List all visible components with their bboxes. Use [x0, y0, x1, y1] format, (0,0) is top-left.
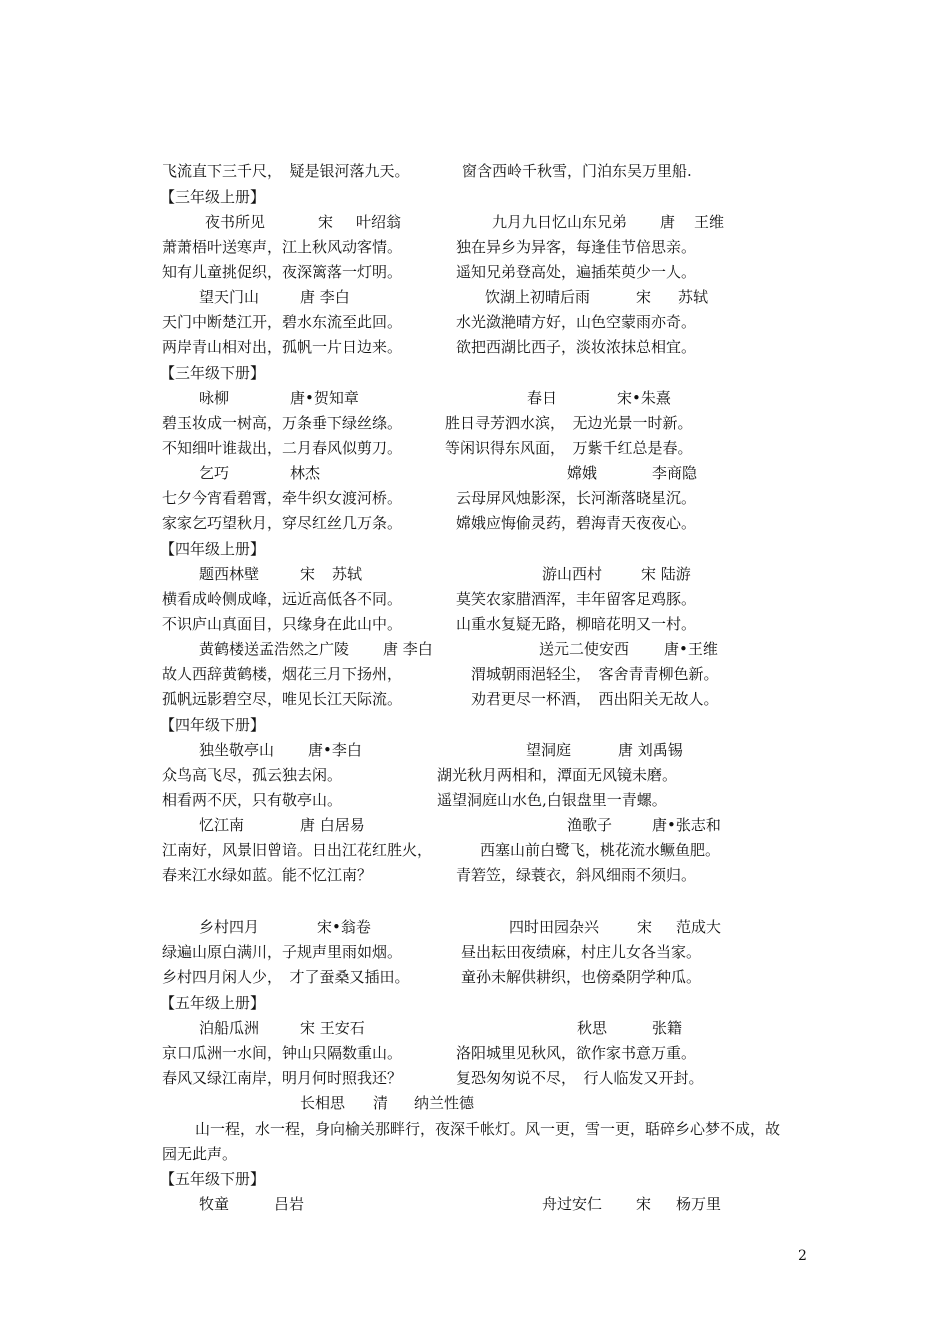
text-line: [0, 712, 950, 738]
text-segment: 唐•王维: [664, 640, 718, 658]
text-segment: 乡村四月: [199, 918, 260, 936]
text-segment: 山重水复疑无路，柳暗花明又一村。: [456, 615, 697, 633]
text-segment: 【三年级上册】: [160, 188, 266, 206]
text-segment: 唐 李白: [383, 640, 433, 658]
text-segment: 唐 白居易: [300, 816, 365, 834]
text-segment: 牧童: [199, 1195, 230, 1213]
text-segment: 题西林壁: [199, 565, 260, 583]
text-segment: 欲把西湖比西子，淡妆浓抹总相宜。: [456, 338, 697, 356]
text-segment: 春来江水绿如蓝。能不忆江南？: [162, 866, 373, 884]
text-segment: 劝君更尽一杯酒， 西出阳关无故人。: [471, 690, 719, 708]
text-line: [0, 1015, 950, 1041]
text-segment: 园无此声。: [162, 1145, 238, 1163]
text-segment: 纳兰性德: [414, 1094, 475, 1112]
text-segment: 舟过安仁: [542, 1195, 603, 1213]
text-line: [0, 611, 950, 637]
text-segment: 张籍: [652, 1019, 683, 1037]
text-segment: 渭城朝雨浥轻尘， 客舍青青柳色新。: [471, 665, 719, 683]
text-segment: 宋: [318, 213, 334, 231]
text-line: [0, 990, 950, 1016]
text-segment: 九月九日忆山东兄弟: [492, 213, 628, 231]
text-line: [0, 485, 950, 511]
text-segment: 唐•贺知章: [290, 389, 359, 407]
text-segment: 乡村四月闲人少， 才了蚕桑又插田。: [162, 968, 410, 986]
text-segment: 黄鹤楼送孟浩然之广陵: [199, 640, 350, 658]
text-segment: 春日: [527, 389, 558, 407]
text-segment: 水光潋滟晴方好，山色空蒙雨亦奇。: [456, 313, 697, 331]
text-line: [0, 812, 950, 838]
text-segment: 宋: [300, 565, 316, 583]
text-segment: 泊船瓜洲: [199, 1019, 260, 1037]
text-segment: 嫦娥应悔偷灵药，碧海青天夜夜心。: [456, 514, 697, 532]
text-segment: 忆江南: [199, 816, 245, 834]
text-segment: 苏轼: [678, 288, 709, 306]
text-segment: 青箬笠，绿蓑衣，斜风细雨不须归。: [456, 866, 697, 884]
text-segment: 宋: [636, 288, 652, 306]
text-segment: 胜日寻芳泗水滨， 无边光景一时新。: [445, 414, 693, 432]
text-line: [0, 536, 950, 562]
text-segment: 独在异乡为异客，每逢佳节倍思亲。: [456, 238, 697, 256]
text-line: [0, 787, 950, 813]
text-segment: 莫笑农家腊酒浑，丰年留客足鸡豚。: [456, 590, 697, 608]
text-line: [0, 184, 950, 210]
text-segment: 不知细叶谁裁出，二月春风似剪刀。: [162, 439, 403, 457]
text-line: [0, 410, 950, 436]
text-segment: 唐: [660, 213, 676, 231]
text-segment: 游山西村: [542, 565, 603, 583]
text-line: [0, 939, 950, 965]
text-line: [0, 284, 950, 310]
text-line: [0, 360, 950, 386]
text-segment: 湖光秋月两相和，潭面无风镜未磨。: [437, 766, 678, 784]
text-segment: 宋 陆游: [641, 565, 691, 583]
text-segment: 【四年级上册】: [160, 540, 266, 558]
text-segment: 飞流直下三千尺， 疑是银河落九天。: [162, 162, 410, 180]
text-segment: 童孙未解供耕织，也傍桑阴学种瓜。: [461, 968, 702, 986]
text-line: [0, 259, 950, 285]
text-segment: 饮湖上初晴后雨: [485, 288, 591, 306]
text-segment: 众鸟高飞尽，孤云独去闲。: [162, 766, 343, 784]
text-segment: 李商隐: [652, 464, 698, 482]
text-line: [0, 1090, 950, 1116]
text-segment: 唐•张志和: [652, 816, 721, 834]
text-segment: 吕岩: [274, 1195, 305, 1213]
text-segment: 春风又绿江南岸，明月何时照我还？: [162, 1069, 403, 1087]
text-segment: 洛阳城里见秋风，欲作家书意万重。: [456, 1044, 697, 1062]
text-segment: 遥知兄弟登高处，遍插茱萸少一人。: [456, 263, 697, 281]
text-line: [0, 686, 950, 712]
text-line: [0, 862, 950, 888]
text-line: [0, 636, 950, 662]
text-line: [0, 385, 950, 411]
text-segment: 宋•朱熹: [617, 389, 671, 407]
text-line: [0, 737, 950, 763]
text-segment: 七夕今宵看碧霄，牵牛织女渡河桥。: [162, 489, 403, 507]
text-line: [0, 435, 950, 461]
text-line: [0, 234, 950, 260]
text-segment: 相看两不厌，只有敬亭山。: [162, 791, 343, 809]
text-segment: 【五年级上册】: [160, 994, 266, 1012]
text-segment: 四时田园杂兴: [509, 918, 600, 936]
text-segment: 横看成岭侧成峰，远近高低各不同。: [162, 590, 403, 608]
text-segment: 云母屏风烛影深，长河渐落晓星沉。: [456, 489, 697, 507]
text-line: [0, 586, 950, 612]
text-segment: 家家乞巧望秋月，穿尽红丝几万条。: [162, 514, 403, 532]
text-segment: 苏轼: [332, 565, 363, 583]
text-segment: 【四年级下册】: [160, 716, 266, 734]
text-line: [0, 964, 950, 990]
text-segment: 范成大: [676, 918, 722, 936]
text-segment: 宋•翁卷: [317, 918, 371, 936]
text-segment: 清: [373, 1094, 389, 1112]
text-segment: 长相思: [300, 1094, 346, 1112]
text-segment: 唐•李白: [308, 741, 362, 759]
text-segment: 夜书所见: [205, 213, 266, 231]
text-segment: 送元二使安西: [539, 640, 630, 658]
text-segment: 昼出耘田夜绩麻，村庄儿女各当家。: [461, 943, 702, 961]
text-line: [0, 1166, 950, 1192]
text-line: [0, 158, 950, 184]
text-segment: 【三年级下册】: [160, 364, 266, 382]
text-line: [0, 561, 950, 587]
text-segment: 叶绍翁: [356, 213, 402, 231]
text-line: [0, 661, 950, 687]
text-line: [0, 1191, 950, 1217]
text-segment: 知有儿童挑促织，夜深篱落一灯明。: [162, 263, 403, 281]
text-line: [0, 309, 950, 335]
text-segment: 咏柳: [199, 389, 230, 407]
text-segment: 京口瓜洲一水间，钟山只隔数重山。: [162, 1044, 403, 1062]
text-segment: 碧玉妆成一树高，万条垂下绿丝绦。: [162, 414, 403, 432]
text-line: [0, 510, 950, 536]
text-line: [0, 209, 950, 235]
text-segment: 窗含西岭千秋雪，门泊东吴万里船.: [462, 162, 692, 180]
text-line: [0, 460, 950, 486]
text-line: [0, 1040, 950, 1066]
text-segment: 林杰: [290, 464, 321, 482]
text-segment: 宋: [636, 1195, 652, 1213]
text-line: [0, 837, 950, 863]
text-segment: 嫦娥: [567, 464, 598, 482]
text-segment: 复恐匆匆说不尽， 行人临发又开封。: [456, 1069, 704, 1087]
text-segment: 孤帆远影碧空尽，唯见长江天际流。: [162, 690, 403, 708]
page-number: 2: [798, 1248, 807, 1264]
text-segment: 望天门山: [199, 288, 260, 306]
text-segment: 宋: [637, 918, 653, 936]
text-segment: 王维: [694, 213, 725, 231]
text-line: [0, 1065, 950, 1091]
text-segment: 绿遍山原白满川，子规声里雨如烟。: [162, 943, 403, 961]
text-segment: 独坐敬亭山: [199, 741, 275, 759]
text-segment: 杨万里: [676, 1195, 722, 1213]
text-segment: 【五年级下册】: [160, 1170, 266, 1188]
text-segment: 故人西辞黄鹤楼，烟花三月下扬州，: [162, 665, 403, 683]
text-segment: 望洞庭: [526, 741, 572, 759]
text-segment: 天门中断楚江开，碧水东流至此回。: [162, 313, 403, 331]
text-line: [0, 1141, 950, 1167]
text-segment: 不识庐山真面目，只缘身在此山中。: [162, 615, 403, 633]
text-segment: 萧萧梧叶送寒声，江上秋风动客情。: [162, 238, 403, 256]
text-segment: 遥望洞庭山水色,白银盘里一青螺。: [437, 791, 667, 809]
text-segment: 宋 王安石: [300, 1019, 365, 1037]
text-segment: 唐 李白: [300, 288, 350, 306]
text-line: [0, 334, 950, 360]
text-segment: 乞巧: [199, 464, 230, 482]
text-segment: 山一程，水一程，身向榆关那畔行，夜深千帐灯。风一更，雪一更，聒碎乡心梦不成，故: [195, 1120, 781, 1138]
text-segment: 等闲识得东风面， 万紫千红总是春。: [445, 439, 693, 457]
text-line: [0, 762, 950, 788]
text-segment: 渔歌子: [567, 816, 613, 834]
text-line: [0, 1116, 950, 1142]
text-segment: 两岸青山相对出，孤帆一片日边来。: [162, 338, 403, 356]
text-segment: 唐 刘禹锡: [618, 741, 683, 759]
text-segment: 西塞山前白鹭飞，桃花流水鳜鱼肥。: [480, 841, 721, 859]
text-segment: 秋思: [577, 1019, 608, 1037]
text-line: [0, 914, 950, 940]
text-segment: 江南好，风景旧曾谙。日出江花红胜火，: [162, 841, 433, 859]
